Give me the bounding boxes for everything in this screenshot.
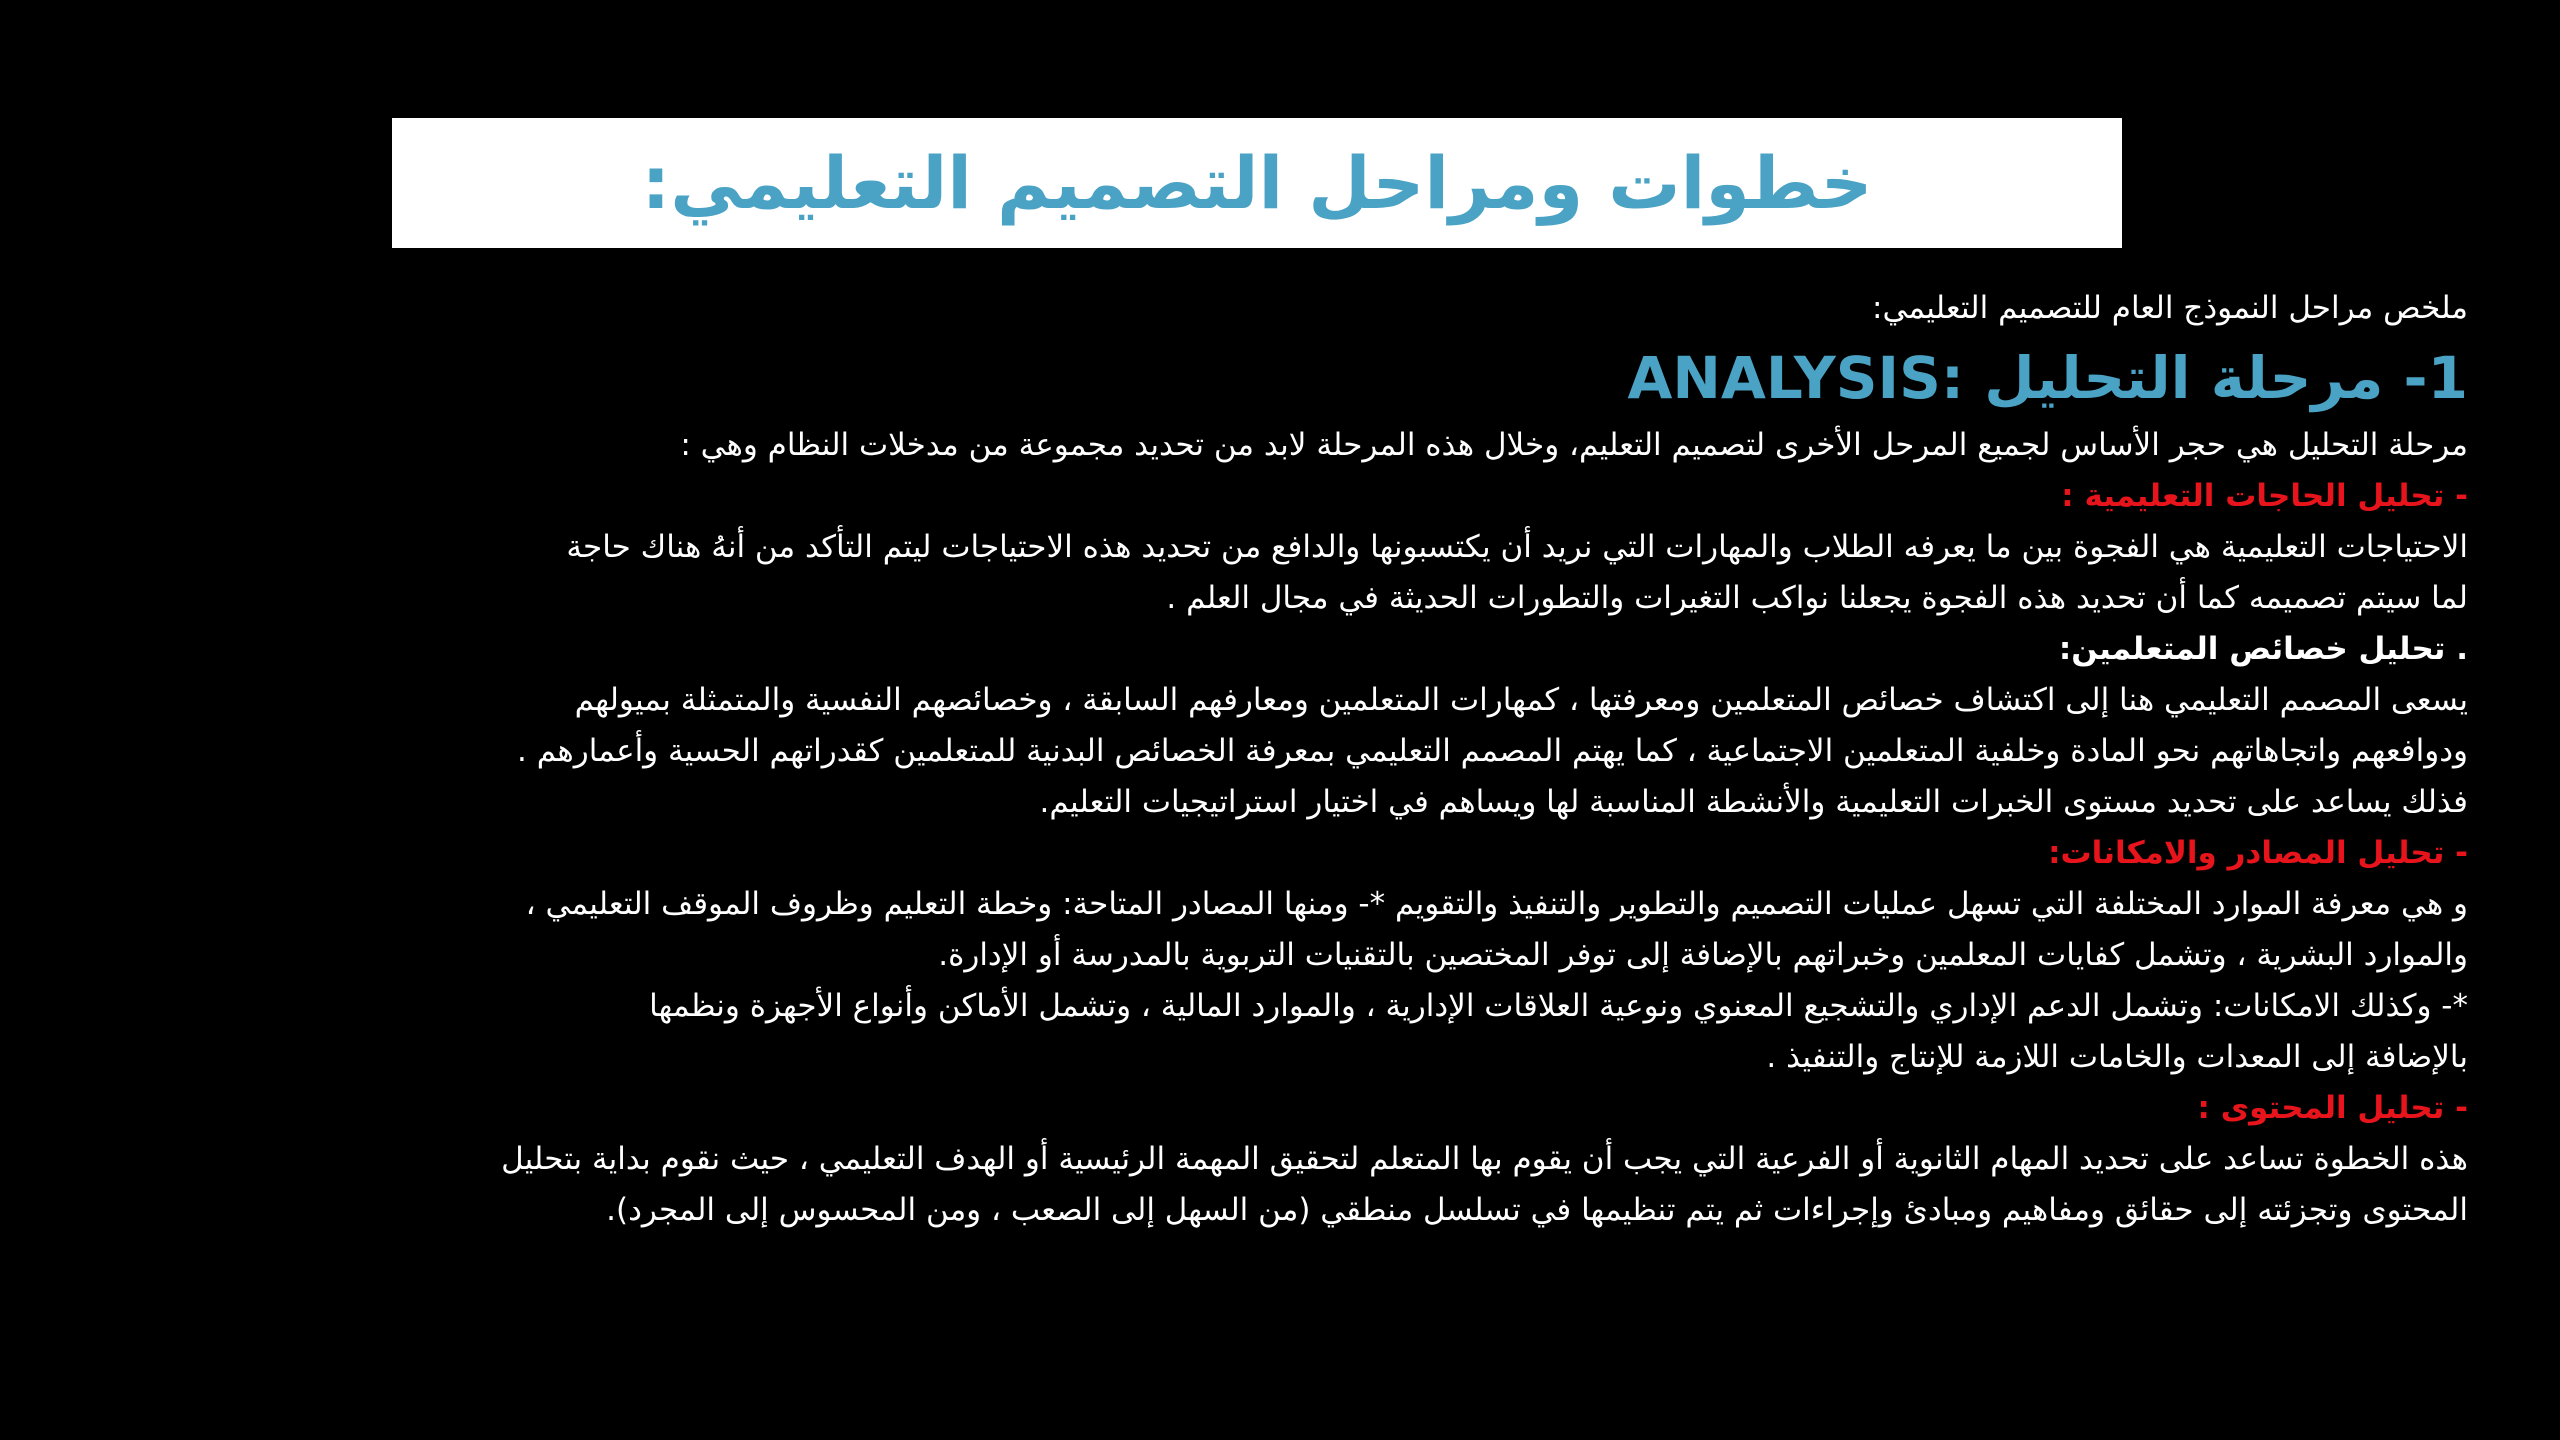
paragraph-line: و هي معرفة الموارد المختلفة التي تسهل عمليات التصميم والتطوير والتنفيذ والتقويم *- ومنها المصادر المتاحة: وخطة التعليم وظروف الموقف التعليمي ، <box>525 886 2468 922</box>
section-heading-learner-traits: . تحليل خصائص المتعلمين: <box>2058 631 2468 667</box>
paragraph-line: لما سيتم تصميمه كما أن تحديد هذه الفجوة يجعلنا نواكب التغيرات والتطورات الحديثة في مجال العلم . <box>1166 580 2468 616</box>
paragraph-line: يسعى المصمم التعليمي هنا إلى اكتشاف خصائص المتعلمين ومعرفتها ، كمهارات المتعلمين ومعارفهم السابقة ، وخصائصهم النفسية والمتمثلة بميولهم <box>574 682 2468 718</box>
intro-paragraph: مرحلة التحليل هي حجر الأساس لجميع المرحل الأخرى لتصميم التعليم، وخلال هذه المرحلة لابد من تحديد مجموعة من مدخلات النظام وهي : <box>680 427 2468 463</box>
section-heading-resources: - تحليل المصادر والامكانات: <box>2048 835 2468 871</box>
paragraph-line: *- وكذلك الامكانات: وتشمل الدعم الإداري والتشجيع المعنوي ونوعية العلاقات الإدارية ، والموارد المالية ، وتشمل الأماكن وأنواع الأجهزة ونظمها <box>649 988 2468 1024</box>
paragraph-line: ودوافعهم واتجاهاتهم نحو المادة وخلفية المتعلمين الاجتماعية ، كما يهتم المصمم التعليمي بمعرفة الخصائص البدنية للمتعلمين كقدراتهم الحسية وأعمارهم . <box>517 733 2468 769</box>
paragraph-line: والموارد البشرية ، وتشمل كفايات المعلمين وخبراتهم بالإضافة إلى توفر المختصين بالتقنيات التربوية بالمدرسة أو الإدارة. <box>938 937 2468 973</box>
summary-line: ملخص مراحل النموذج العام للتصميم التعليمي: <box>1872 290 2468 326</box>
paragraph-line: فذلك يساعد على تحديد مستوى الخبرات التعليمية والأنشطة المناسبة لها ويساهم في اختيار استراتيجيات التعليم. <box>1039 784 2468 820</box>
paragraph-line: الاحتياجات التعليمية هي الفجوة بين ما يعرفه الطلاب والمهارات التي نريد أن يكتسبونها والدافع من تحديد هذه الاحتياجات ليتم التأكد من أنهُ هناك حاجة <box>566 529 2468 565</box>
paragraph-line: بالإضافة إلى المعدات والخامات اللازمة للإنتاج والتنفيذ . <box>1766 1039 2468 1075</box>
paragraph-line: المحتوى وتجزئته إلى حقائق ومفاهيم ومبادئ وإجراءات ثم يتم تنظيمها في تسلسل منطقي (من السهل إلى الصعب ، ومن المحسوس إلى المجرد). <box>606 1192 2468 1228</box>
slide-content <box>208 280 2468 1236</box>
slide-title: خطوات ومراحل التصميم التعليمي: <box>641 141 1873 225</box>
section-heading-content-analysis: - تحليل المحتوى : <box>2197 1090 2468 1126</box>
title-box <box>392 118 2122 248</box>
paragraph-line: هذه الخطوة تساعد على تحديد المهام الثانوية أو الفرعية التي يجب أن يقوم بها المتعلم لتحقيق المهمة الرئيسية أو الهدف التعليمي ، حيث نقوم بداية بتحليل <box>501 1141 2468 1177</box>
phase-heading: 1- مرحلة التحليل :ANALYSIS <box>1627 344 2468 412</box>
section-heading-learning-needs: - تحليل الحاجات التعليمية : <box>2061 478 2468 514</box>
